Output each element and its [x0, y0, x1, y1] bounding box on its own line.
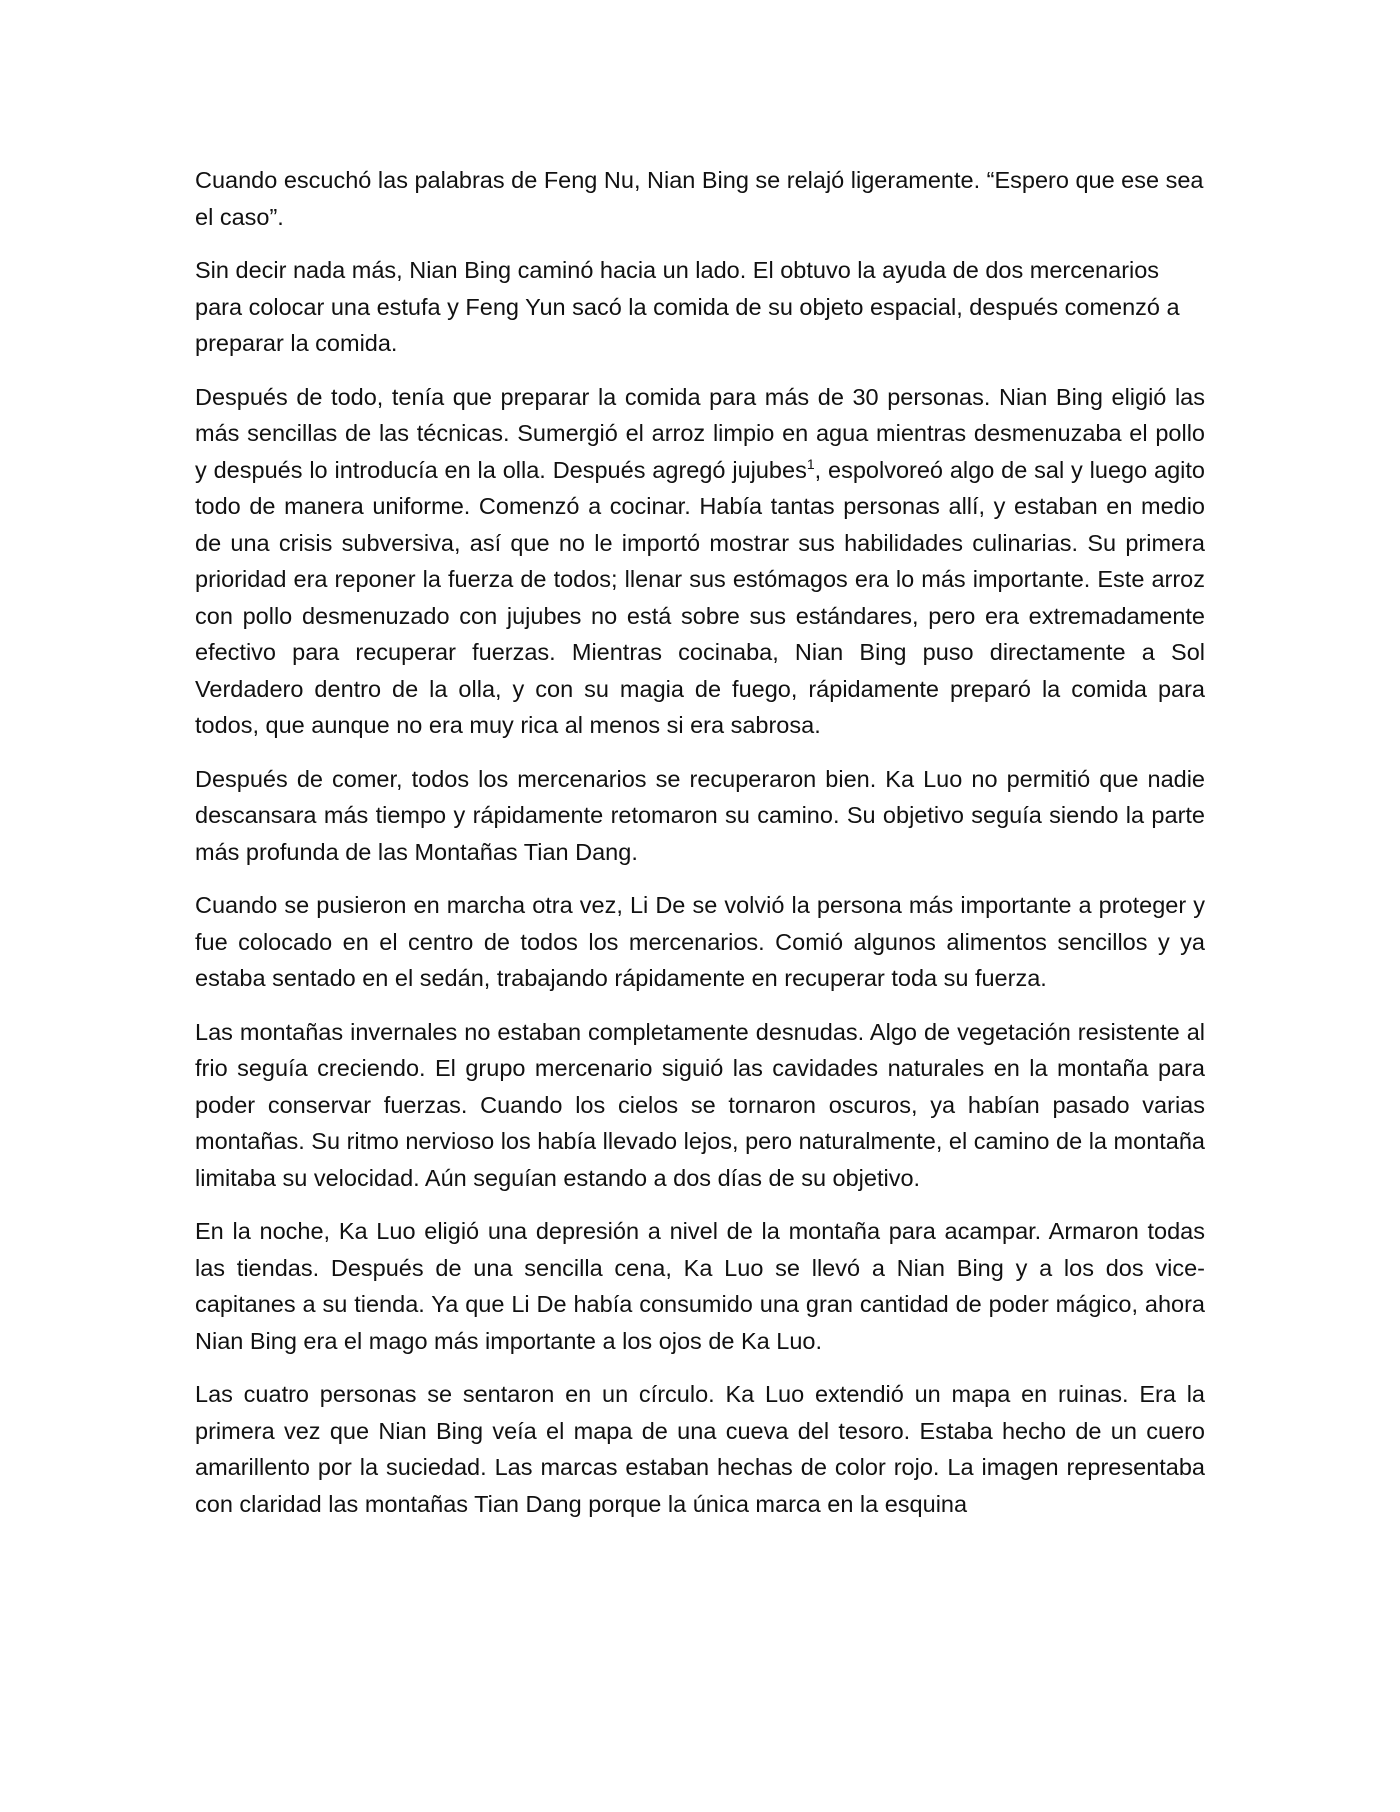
paragraph-3-text-after-footnote: , espolvoreó algo de sal y luego agito todo de manera uniforme. Comenzó a cocinar. Había tantas personas allí, y estaban en medio de una crisis subversiva, así que no le importó mostrar sus habilidades culinarias. Su primera prioridad era reponer la fuerza de todos; llenar sus estómagos era lo más importante. Este arroz con pollo desmenuzado con jujubes no está sobre sus estándares, pero era extremadamente efectivo para recuperar fuerzas. Mientras cocinaba, Nian Bing puso directamente a Sol Verdadero dentro de la olla, y con su magia de fuego, rápidamente preparó la comida para todos, que aunque no era muy rica al menos si era sabrosa. [195, 456, 1205, 738]
paragraph-8: Las cuatro personas se sentaron en un círculo. Ka Luo extendió un mapa en ruinas. Era la primera vez que Nian Bing veía el mapa de una cueva del tesoro. Estaba hecho de un cuero amarillento por la suciedad. Las marcas estaban hechas de color rojo. La imagen representaba con claridad las montañas Tian Dang porque la única marca en la esquina [195, 1381, 1205, 1517]
paragraph-7: En la noche, Ka Luo eligió una depresión a nivel de la montaña para acampar. Armaron todas las tiendas. Después de una sencilla cena, Ka Luo se llevó a Nian Bing y a los dos vice-capitanes a su tienda. Ya que Li De había consumido una gran cantidad de poder mágico, ahora Nian Bing era el mago más importante a los ojos de Ka Luo. [195, 1218, 1205, 1354]
paragraph-3-text-before-footnote: Después de todo, tenía que preparar la comida para más de 30 personas. Nian Bing eligió las más sencillas de las técnicas. Sumergió el arroz limpio en agua mientras desmenuzaba el pollo y después lo introducía en la olla. Después agregó jujubes [195, 383, 1205, 483]
paragraph-2: Sin decir nada más, Nian Bing caminó hacia un lado. El obtuvo la ayuda de dos mercenarios para colocar una estufa y Feng Yun sacó la comida de su objeto espacial, después comenzó a preparar la comida. [195, 257, 1180, 356]
document-page [195, 162, 1205, 1539]
paragraph-6: Las montañas invernales no estaban completamente desnudas. Algo de vegetación resistente al frio seguía creciendo. El grupo mercenario siguió las cavidades naturales en la montaña para poder conservar fuerzas. Cuando los cielos se tornaron oscuros, ya habían pasado varias montañas. Su ritmo nervioso los había llevado lejos, pero naturalmente, el camino de la montaña limitaba su velocidad. Aún seguían estando a dos días de su objetivo. [195, 1018, 1205, 1191]
paragraph-3 [195, 379, 1205, 744]
paragraph-1: Cuando escuchó las palabras de Feng Nu, Nian Bing se relajó ligeramente. “Espero que ese sea el caso”. [195, 167, 1204, 230]
paragraph-5: Cuando se pusieron en marcha otra vez, Li De se volvió la persona más importante a proteger y fue colocado en el centro de todos los mercenarios. Comió algunos alimentos sencillos y ya estaba sentado en el sedán, trabajando rápidamente en recuperar toda su fuerza. [195, 892, 1205, 991]
footnote-marker: 1 [806, 455, 815, 472]
paragraph-4: Después de comer, todos los mercenarios se recuperaron bien. Ka Luo no permitió que nadie descansara más tiempo y rápidamente retomaron su camino. Su objetivo seguía siendo la parte más profunda de las Montañas Tian Dang. [195, 765, 1205, 865]
